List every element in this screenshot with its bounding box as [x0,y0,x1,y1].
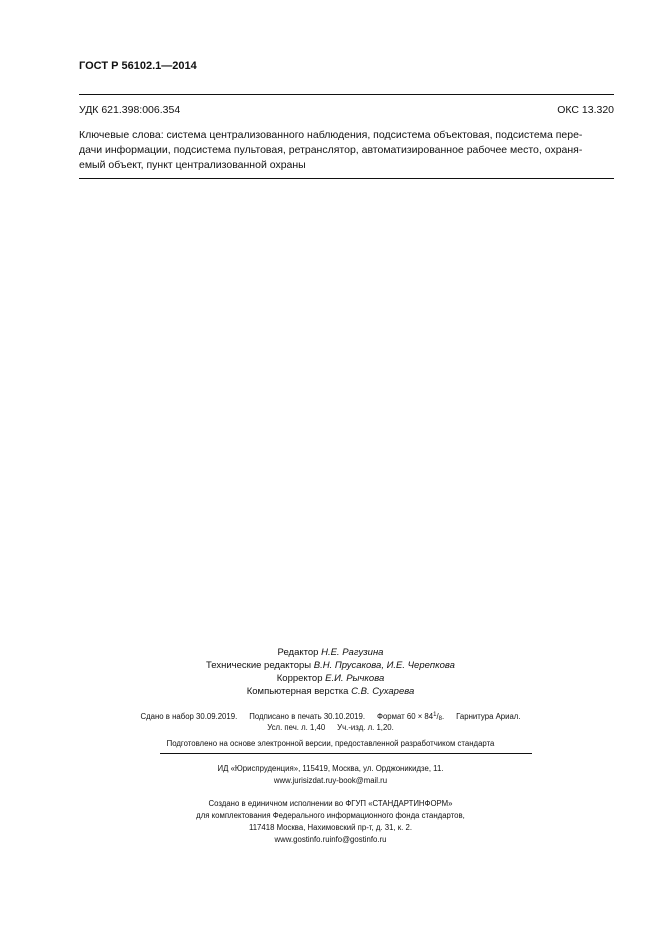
pub-sheets: Уч.-изд. л. 1,20. [337,723,394,732]
publisher-email-link[interactable]: y-book@mail.ru [332,776,388,785]
paper-format: Формат $60 \times 84^1/_8$. [377,712,445,722]
created-line-3: 117418 Москва, Нахимовский пр-т, д. 31, к. 2. [248,823,413,832]
created-contacts [0,834,661,846]
udc-code: УДК 621.398:006.354 [79,104,181,116]
keywords-line: Ключевые слова: система централизованного наблюдения, подсистема объектовая, подсистема пере- [79,129,583,141]
publisher-contacts [0,775,661,787]
imprint-divider [160,753,532,754]
credit-label: Компьютерная верстка [246,686,352,697]
created-line-2: для комплектования Федерального информационного фонда стандартов, [196,811,465,820]
credit-name: Н.Е. Рагузина [321,647,384,658]
credit-name: С.В. Сухарева [351,686,415,697]
keywords-divider [79,178,614,179]
publisher-line: ИД «Юриспруденция», 115419, Москва, ул. Орджоникидзе, 11. [217,764,444,773]
submitted-date: Сдано в набор 30.09.2019. [140,712,238,721]
keywords-block [79,128,614,173]
credit-label: Редактор [277,647,322,658]
credit-editor [0,646,661,660]
credit-label: Корректор [276,673,326,684]
credit-layout [0,685,661,699]
signed-date: Подписано в печать 30.10.2019. [249,712,366,721]
top-divider [79,94,614,95]
keywords-line: емый объект, пункт централизованной охраны [79,159,306,171]
oks-code: ОКС 13.320 [557,104,614,116]
credit-tech-editors [0,659,661,673]
credit-name: В.Н. Прусакова, И.Е. Черепкова [313,660,455,671]
credit-label: Технические редакторы [206,660,314,671]
credit-name: Е.И. Рычкова [325,673,385,684]
typeface: Гарнитура Ариал. [456,712,521,721]
gostinfo-site-link[interactable]: www.gostinfo.ru [274,835,330,844]
print-info-line-2 [0,722,661,734]
keywords-line: дачи информации, подсистема пультовая, ретранслятор, автоматизированное рабочее место, охраня- [79,144,583,156]
print-sheets: Усл. печ. л. 1,40 [267,723,326,732]
document-id: ГОСТ Р 56102.1—2014 [79,60,197,72]
created-line-1: Создано в единичном исполнении во ФГУП «СТАНДАРТИНФОРМ» [208,799,453,808]
gostinfo-email-link[interactable]: info@gostinfo.ru [329,835,387,844]
credit-corrector [0,672,661,686]
prepared-note: Подготовлено на основе электронной версии, предоставленной разработчиком стандарта [166,739,495,748]
publisher-site-link[interactable]: www.jurisizdat.ru [273,776,333,785]
